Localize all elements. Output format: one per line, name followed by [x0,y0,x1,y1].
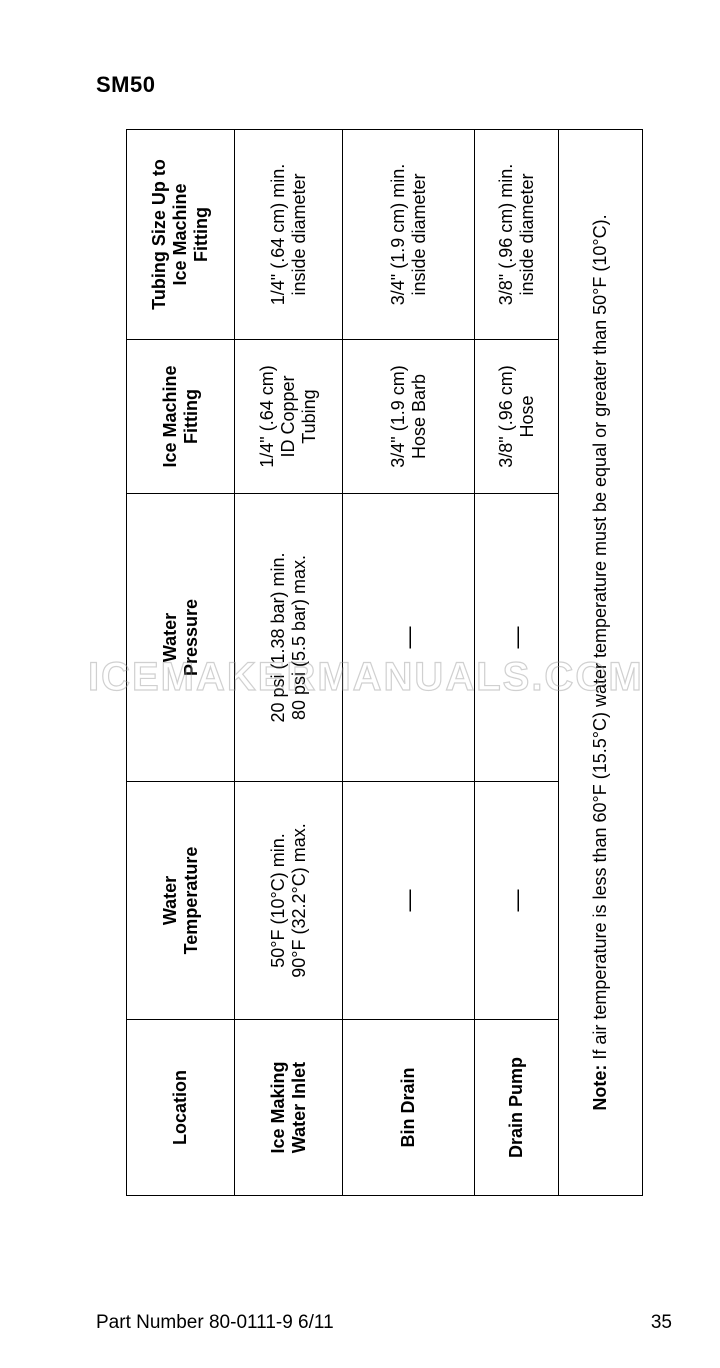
cell-line: Fitting [180,389,201,444]
cell-line: inside diameter [408,173,429,296]
cell-tubing [235,130,343,340]
cell-line: 20 psi (1.38 bar) min. [267,552,288,723]
header-location [127,1020,235,1196]
watermark: ICEMAKERMANUALS.COM [88,655,644,699]
cell-pressure [343,494,475,782]
table-row [343,130,475,1196]
cell-line: Location [170,1070,190,1145]
cell-line: — [504,626,529,649]
footer-part-number: Part Number 80-0111-9 6/11 [96,1312,334,1333]
table-note [559,130,643,1196]
cell-fitting [475,340,559,494]
cell-line: ID Copper [278,375,298,458]
cell-line: Tubing Size Up to [149,159,169,310]
table-header-row [127,130,235,1196]
cell-line: Hose Barb [408,373,429,460]
cell-line: inside diameter [288,173,309,296]
header-water-pressure [127,494,235,782]
specs-table-rotated [126,130,642,1196]
header-water-temperature [127,782,235,1020]
cell-line: Bin Drain [398,1067,418,1148]
cell-temperature [475,782,559,1020]
cell-tubing [475,130,559,340]
cell-line: — [396,626,421,649]
cell-line: 3/4" (1.9 cm) [387,365,408,468]
cell-line: 80 psi (5.5 bar) max. [288,554,309,721]
note-text: If air temperature is less than 60°F (15.5°C) water temperature must be equal or greater than 50°F (10°C). [590,214,610,1060]
cell-line: 3/4" (1.9 cm) min. [387,163,408,306]
cell-fitting [235,340,343,494]
cell-line: Tubing [299,389,319,444]
header-ice-machine-fitting [127,340,235,494]
cell-line: Ice Making [267,1061,288,1154]
cell-location [475,1020,559,1196]
cell-line: inside diameter [516,173,537,296]
table-row [475,130,559,1196]
cell-line: Water [159,875,180,926]
cell-location [235,1020,343,1196]
cell-temperature [343,782,475,1020]
cell-line: Temperature [180,846,201,955]
cell-line: Drain Pump [506,1057,526,1159]
note-label: Note: [590,1064,610,1111]
model-title: SM50 [96,72,156,97]
table-row [235,130,343,1196]
cell-line: Ice Machine [170,183,190,286]
cell-line: 50°F (10°C) min. [267,833,288,968]
cell-pressure [475,494,559,782]
cell-line: 3/8" (.96 cm) [495,365,516,468]
cell-location [343,1020,475,1196]
water-supply-drain-table [126,129,643,1196]
cell-line: Fitting [191,207,211,262]
cell-pressure [235,494,343,782]
table-note-row [559,130,643,1196]
header-tubing-size [127,130,235,340]
cell-line: 1/4" (.64 cm) [257,365,277,468]
cell-line: — [396,889,421,912]
cell-line: — [504,889,529,912]
cell-line: 3/8" (.96 cm) min. [495,163,516,306]
cell-temperature [235,782,343,1020]
cell-line: Pressure [180,598,201,677]
footer-page-number: 35 [650,1312,672,1333]
cell-line: Ice Machine [159,365,180,468]
cell-tubing [343,130,475,340]
cell-line: Water [159,612,180,663]
cell-fitting [343,340,475,494]
cell-line: Hose [516,395,537,438]
cell-line: Water Inlet [288,1061,309,1154]
cell-line: 1/4" (.64 cm) min. [267,163,288,306]
cell-line: 90°F (32.2°C) max. [288,823,309,978]
